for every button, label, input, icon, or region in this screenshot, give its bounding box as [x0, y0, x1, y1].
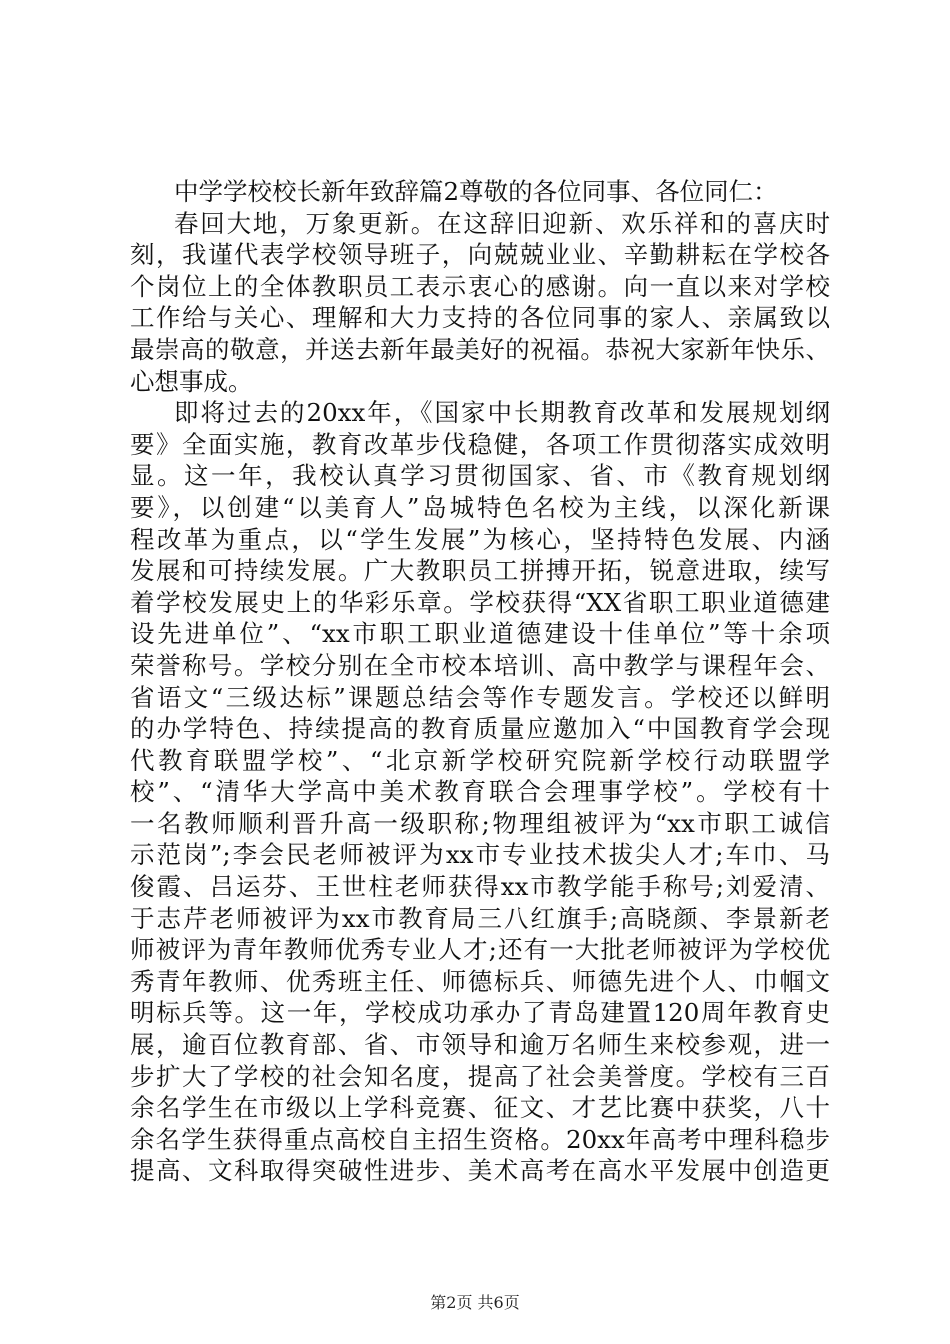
- text-line: 秀青年教师、优秀班主任、师德标兵、师德先进个人、巾帼文: [130, 966, 830, 996]
- text-line: 要》全面实施，教育改革步伐稳健，各项工作贯彻落实成效明: [130, 429, 830, 459]
- text-line: 展，逾百位教育部、省、市领导和逾万名师生来校参观，进一: [130, 1030, 830, 1060]
- text-line: 着学校发展史上的华彩乐章。学校获得“XX省职工职业道德建: [130, 587, 830, 617]
- page-number-footer: 第2页 共6页: [430, 1293, 520, 1312]
- text-line: 示范岗”;李会民老师被评为xx市专业技术拔尖人才;车巾、马: [130, 840, 830, 870]
- text-line: 显。这一年，我校认真学习贯彻国家、省、市《教育规划纲: [130, 461, 830, 491]
- text-line: 要》，以创建“以美育人”岛城特色名校为主线，以深化新课: [130, 492, 830, 522]
- text-line: 余名学生获得重点高校自主招生资格。20xx年高考中理科稳步: [130, 1124, 830, 1154]
- text-line: 荣誉称号。学校分别在全市校本培训、高中教学与课程年会、: [130, 650, 830, 680]
- text-line: 刻，我谨代表学校领导班子，向兢兢业业、辛勤耕耘在学校各: [130, 240, 830, 270]
- text-line: 步扩大了学校的社会知名度，提高了社会美誉度。学校有三百: [130, 1061, 830, 1091]
- text-line: 明标兵等。这一年，学校成功承办了青岛建置120周年教育史: [130, 998, 830, 1028]
- text-line: 代教育联盟学校”、“北京新学校研究院新学校行动联盟学: [130, 745, 830, 775]
- text-line: 工作给与关心、理解和大力支持的各位同事的家人、亲属致以: [130, 303, 830, 333]
- text-line: 中学学校校长新年致辞篇2尊敬的各位同事、各位同仁：: [174, 177, 778, 206]
- text-line: 个岗位上的全体教职员工表示衷心的感谢。向一直以来对学校: [130, 271, 830, 301]
- text-line: 师被评为青年教师优秀专业人才;还有一大批老师被评为学校优: [130, 935, 830, 965]
- text-line: 提高、文科取得突破性进步、美术高考在高水平发展中创造更: [130, 1156, 830, 1186]
- text-line: 一名教师顺利晋升高一级职称;物理组被评为“xx市职工诚信: [130, 808, 830, 838]
- text-line: 省语文“三级达标”课题总结会等作专题发言。学校还以鲜明: [130, 682, 830, 712]
- text-line: 设先进单位”、“xx市职工职业道德建设十佳单位”等十余项: [130, 619, 830, 649]
- text-line: 最崇高的敬意，并送去新年最美好的祝福。恭祝大家新年快乐、: [130, 334, 830, 364]
- text-line: 的办学特色、持续提高的教育质量应邀加入“中国教育学会现: [130, 714, 830, 744]
- text-line: 发展和可持续发展。广大教职员工拼搏开拓，锐意进取，续写: [130, 556, 830, 586]
- speech-body: [130, 176, 830, 1187]
- text-line: 余名学生在市级以上学科竞赛、征文、才艺比赛中获奖，八十: [130, 1093, 830, 1123]
- text-line: 心想事成。: [130, 366, 253, 396]
- text-line: 于志芹老师被评为xx市教育局三八红旗手;高晓颜、李景新老: [130, 903, 830, 933]
- text-line: 即将过去的20xx年，《国家中长期教育改革和发展规划纲: [174, 398, 830, 428]
- text-line: 春回大地，万象更新。在这辞旧迎新、欢乐祥和的喜庆时: [174, 208, 830, 238]
- text-line: 俊霞、吕运芬、王世柱老师获得xx市教学能手称号;刘爱清、: [130, 872, 830, 902]
- text-line: 校”、“清华大学高中美术教育联合会理事学校”。学校有十: [130, 777, 830, 807]
- text-line: 程改革为重点，以“学生发展”为核心，坚持特色发展、内涵: [130, 524, 830, 554]
